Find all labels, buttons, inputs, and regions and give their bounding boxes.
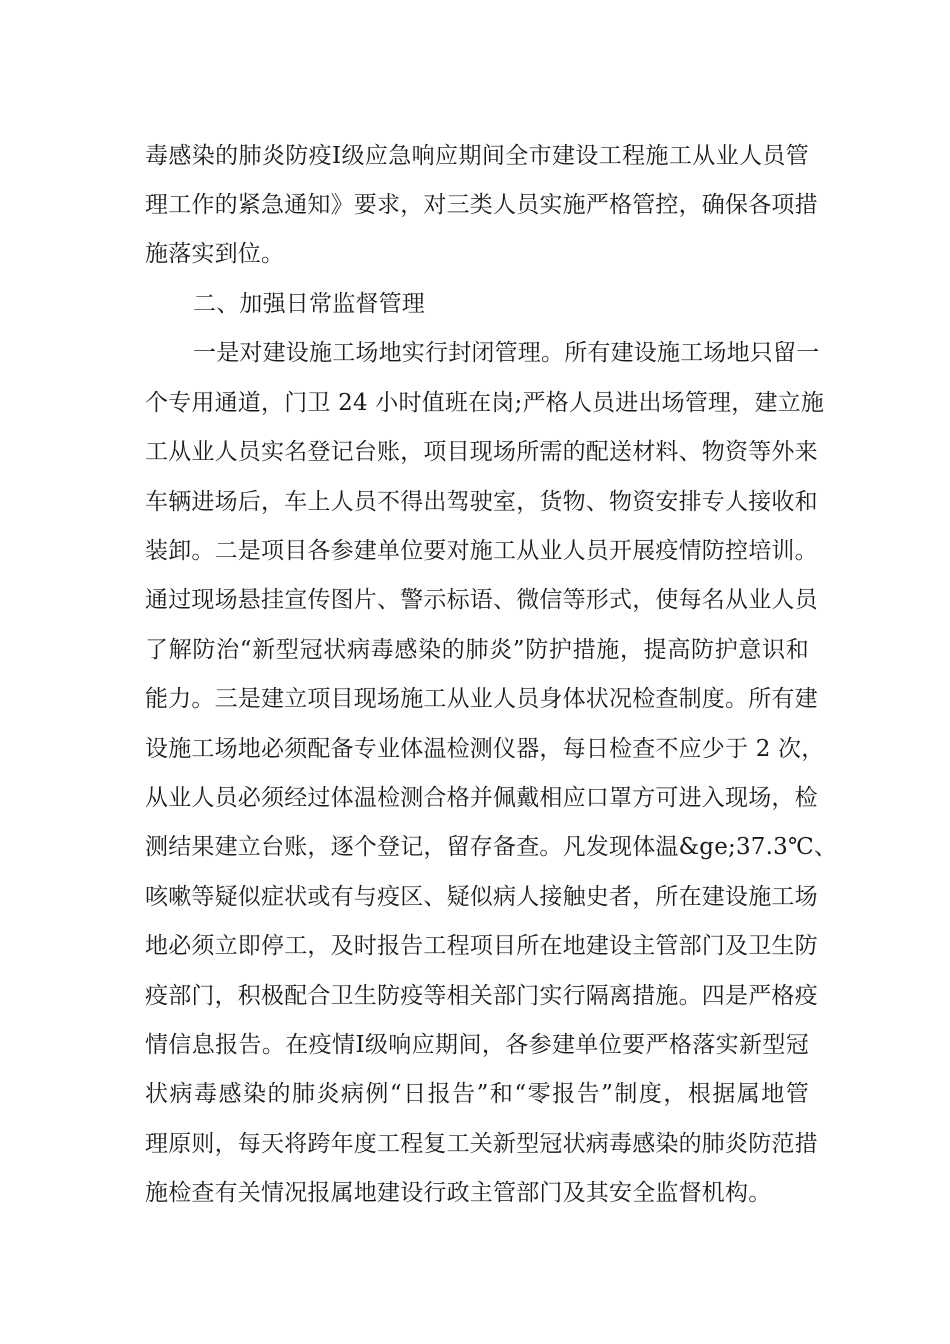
text-line: 状病毒感染的肺炎病例“日报告”和“零报告”制度，根据属地管: [145, 1081, 809, 1107]
text-line: 咳嗽等疑似症状或有与疫区、疑似病人接触史者，所在建设施工场: [145, 884, 818, 910]
text-line: 情信息报告。在疫情Ⅰ级响应期间，各参建单位要严格落实新型冠: [145, 1032, 809, 1058]
text-line: 施落实到位。: [145, 241, 285, 267]
text-line: 装卸。二是项目各参建单位要对施工从业人员开展疫情防控培训。: [145, 538, 818, 564]
text-line: 疫部门，积极配合卫生防疫等相关部门实行隔离措施。四是严格疫: [145, 983, 818, 1009]
text-line: 通过现场悬挂宣传图片、警示标语、微信等形式，使每名从业人员: [145, 587, 818, 613]
section-heading: 二、加强日常监督管理: [193, 291, 425, 317]
text-line: 从业人员必须经过体温检测合格并佩戴相应口罩方可进入现场，检: [145, 785, 818, 811]
text-line: 个专用通道，门卫 24 小时值班在岗;严格人员进出场管理，建立施: [145, 390, 825, 416]
text-line: 理原则，每天将跨年度工程复工关新型冠状病毒感染的肺炎防范措: [145, 1131, 818, 1157]
text-line: 了解防治“新型冠状病毒感染的肺炎”防护措施，提高防护意识和: [145, 637, 809, 663]
text-line: 一是对建设施工场地实行封闭管理。所有建设施工场地只留一: [193, 340, 820, 366]
text-line: 毒感染的肺炎防疫Ⅰ级应急响应期间全市建设工程施工从业人员管: [145, 143, 809, 169]
text-line: 车辆进场后，车上人员不得出驾驶室，货物、物资安排专人接收和: [145, 489, 818, 515]
text-line: 地必须立即停工，及时报告工程项目所在地建设主管部门及卫生防: [145, 933, 818, 959]
text-line: 设施工场地必须配备专业体温检测仪器，每日检查不应少于 2 次，: [145, 736, 825, 762]
text-line: 能力。三是建立项目现场施工从业人员身体状况检查制度。所有建: [145, 686, 818, 712]
text-line: 施检查有关情况报属地建设行政主管部门及其安全监督机构。: [145, 1180, 772, 1206]
text-line: 工从业人员实名登记台账，项目现场所需的配送材料、物资等外来: [145, 439, 818, 465]
text-line: 理工作的紧急通知》要求，对三类人员实施严格管控，确保各项措: [145, 192, 818, 218]
text-line: 测结果建立台账，逐个登记，留存备查。凡发现体温&ge;37.3℃、: [145, 834, 838, 860]
